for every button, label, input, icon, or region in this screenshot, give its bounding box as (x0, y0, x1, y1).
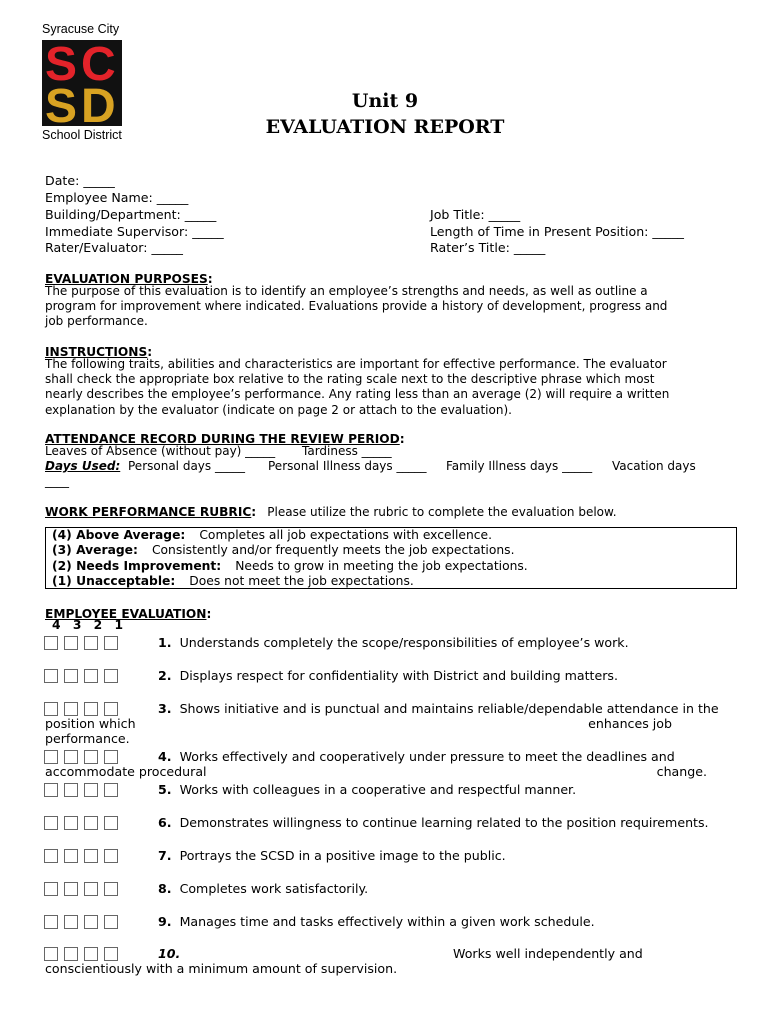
evaluation-heading-wrap: EMPLOYEE EVALUATION: (45, 607, 212, 621)
rubric-heading-wrap: WORK PERFORMANCE RUBRIC: Please utilize the rubric to complete the evaluation below. (45, 505, 617, 519)
rating-checkbox-2[interactable] (84, 947, 98, 961)
rating-checkbox-4[interactable] (44, 849, 58, 863)
rating-checkbox-4[interactable] (44, 783, 58, 797)
rating-checkbox-2[interactable] (84, 636, 98, 650)
evaluation-item (158, 635, 629, 650)
leaves-of-absence-field[interactable]: Leaves of Absence (without pay) _____ (45, 444, 276, 458)
employee-name-field[interactable]: Employee Name: _____ (45, 190, 189, 205)
rating-checkbox-4[interactable] (44, 882, 58, 896)
logo-letter-d: D (81, 80, 116, 126)
rating-checkbox-4[interactable] (44, 750, 58, 764)
rater-evaluator-field[interactable]: Rater/Evaluator: _____ (45, 240, 183, 255)
evaluation-item-text: Completes work satisfactorily. (179, 881, 369, 896)
rating-checkbox-4[interactable] (44, 669, 58, 683)
evaluation-item (158, 848, 506, 863)
evaluation-item-text: Displays respect for confidentiality with District and building matters. (179, 668, 618, 683)
rubric-row (52, 559, 736, 574)
evaluation-item-number: 10. (158, 946, 181, 961)
evaluation-item (158, 881, 368, 896)
instructions-text (45, 357, 745, 418)
report-title: EVALUATION REPORT (265, 116, 505, 138)
evaluation-item (158, 668, 618, 683)
personal-illness-days-field[interactable]: Personal Illness days _____ (268, 459, 427, 473)
instructions-line: explanation by the evaluator (indicate on page 2 or attach to the evaluation). (45, 402, 512, 417)
rating-checkbox-3[interactable] (64, 702, 78, 716)
evaluation-item-text: Portrays the SCSD in a positive image to the public. (179, 848, 506, 863)
rubric-row (52, 574, 736, 589)
rating-checkbox-group (44, 816, 118, 830)
evaluation-heading: EMPLOYEE EVALUATION (45, 607, 207, 621)
rating-checkbox-group (44, 636, 118, 650)
evaluation-item-continuation: position which (45, 716, 136, 731)
family-illness-days-field[interactable]: Family Illness days _____ (446, 459, 593, 473)
rating-checkbox-group (44, 849, 118, 863)
job-title-field[interactable]: Job Title: _____ (430, 207, 521, 222)
evaluation-item-text: Understands completely the scope/responsibilities of employee’s work. (179, 635, 629, 650)
rubric-table (45, 527, 737, 589)
attendance-heading-wrap: ATTENDANCE RECORD DURING THE REVIEW PERIOD: (45, 432, 405, 446)
rubric-key: (3) Average: (52, 543, 138, 558)
evaluation-item (158, 914, 595, 929)
evaluation-item-number: 7. (158, 848, 172, 863)
length-of-time-field[interactable]: Length of Time in Present Position: _____ (430, 224, 684, 239)
rating-checkbox-group (44, 947, 118, 961)
instructions-heading-wrap: INSTRUCTIONS: (45, 345, 153, 359)
rating-checkbox-3[interactable] (64, 669, 78, 683)
evaluation-item-number: 6. (158, 815, 172, 830)
evaluation-item-number: 3. (158, 701, 172, 716)
evaluation-item-number: 8. (158, 881, 172, 896)
rating-checkbox-2[interactable] (84, 849, 98, 863)
vacation-days-label: Vacation days (612, 459, 696, 473)
rating-checkbox-2[interactable] (84, 816, 98, 830)
rubric-key: (2) Needs Improvement: (52, 558, 222, 573)
purposes-line: program for improvement where indicated. Evaluations provide a history of development, progress and (45, 299, 668, 314)
rating-checkbox-2[interactable] (84, 669, 98, 683)
instructions-heading: INSTRUCTIONS (45, 345, 148, 359)
evaluation-item-text: Shows initiative and is punctual and maintains reliable/dependable attendance in the (179, 701, 719, 716)
rating-checkbox-3[interactable] (64, 882, 78, 896)
rating-checkbox-group (44, 702, 118, 716)
rubric-row (52, 528, 736, 543)
rating-checkbox-3[interactable] (64, 816, 78, 830)
rubric-heading: WORK PERFORMANCE RUBRIC (45, 505, 252, 519)
purposes-heading: EVALUATION PURPOSES (45, 272, 208, 286)
evaluation-item (158, 701, 719, 716)
evaluation-item-number: 9. (158, 914, 172, 929)
rating-checkbox-1[interactable] (104, 849, 118, 863)
rating-checkbox-1[interactable] (104, 702, 118, 716)
evaluation-item-continuation-right: enhances job (588, 716, 672, 731)
rating-checkbox-1[interactable] (104, 750, 118, 764)
rating-checkbox-3[interactable] (64, 783, 78, 797)
building-department-field[interactable]: Building/Department: _____ (45, 207, 217, 222)
rubric-desc: Needs to grow in meeting the job expectations. (235, 558, 528, 573)
rubric-row (52, 543, 736, 558)
rating-checkbox-3[interactable] (64, 915, 78, 929)
rating-checkbox-group (44, 882, 118, 896)
rubric-key: (1) Unacceptable: (52, 574, 176, 589)
report-unit: Unit 9 (351, 90, 419, 112)
rating-checkbox-1[interactable] (104, 669, 118, 683)
rating-scale-header: 4 3 2 1 (52, 618, 124, 632)
days-used-label: Days Used: (45, 459, 121, 473)
instructions-line: The following traits, abilities and characteristics are important for effective performance. The evaluator (45, 357, 667, 371)
rating-checkbox-1[interactable] (104, 915, 118, 929)
rating-checkbox-2[interactable] (84, 915, 98, 929)
rating-checkbox-group (44, 915, 118, 929)
evaluation-item-text: Works well independently and (453, 946, 643, 961)
purposes-line: The purpose of this evaluation is to identify an employee’s strengths and needs, as well as outline a (45, 284, 648, 298)
rating-checkbox-4[interactable] (44, 636, 58, 650)
rubric-desc: Consistently and/or frequently meets the job expectations. (151, 543, 515, 558)
rating-checkbox-2[interactable] (84, 783, 98, 797)
instructions-line: shall check the appropriate box relative to the rating scale next to the descriptive phrase which most (45, 372, 655, 387)
raters-title-field[interactable]: Rater’s Title: _____ (430, 240, 546, 255)
evaluation-item (158, 782, 576, 797)
scsd-logo-icon (42, 40, 122, 126)
rating-checkbox-3[interactable] (64, 636, 78, 650)
rating-checkbox-group (44, 783, 118, 797)
district-logo (42, 40, 122, 126)
rating-checkbox-3[interactable] (64, 947, 78, 961)
attendance-heading: ATTENDANCE RECORD DURING THE REVIEW PERIOD (45, 432, 400, 446)
date-field[interactable]: Date: _____ (45, 173, 115, 188)
rubric-desc: Does not meet the job expectations. (189, 574, 414, 589)
instructions-line: nearly describes the employee’s performance. Any rating less than an average (2) will require a written (45, 387, 670, 402)
evaluation-item-number: 1. (158, 635, 172, 650)
evaluation-item-number: 4. (158, 749, 172, 764)
evaluation-item-number: 2. (158, 668, 172, 683)
rating-checkbox-2[interactable] (84, 702, 98, 716)
rating-checkbox-4[interactable] (44, 816, 58, 830)
rubric-desc: Completes all job expectations with excellence. (199, 528, 493, 542)
logo-letter-s2: S (45, 80, 78, 126)
rating-checkbox-4[interactable] (44, 947, 58, 961)
evaluation-item-text: Works with colleagues in a cooperative and respectful manner. (179, 782, 577, 797)
rating-checkbox-group (44, 669, 118, 683)
rating-checkbox-2[interactable] (84, 882, 98, 896)
tardiness-field[interactable]: Tardiness _____ (302, 444, 392, 458)
logo-letter-c: C (81, 40, 116, 91)
evaluation-item-continuation: conscientiously with a minimum amount of supervision. (45, 961, 398, 976)
purposes-line: job performance. (45, 314, 148, 329)
vacation-days-field[interactable]: ____ (45, 474, 69, 488)
evaluation-item-number: 5. (158, 782, 172, 797)
rating-checkbox-2[interactable] (84, 750, 98, 764)
rating-checkbox-3[interactable] (64, 750, 78, 764)
evaluation-item-continuation: accommodate procedural (45, 764, 207, 779)
rubric-note: Please utilize the rubric to complete the evaluation below. (267, 505, 617, 519)
purposes-text (45, 284, 745, 330)
logo-letter-s1: S (45, 40, 78, 91)
rating-checkbox-1[interactable] (104, 947, 118, 961)
rating-checkbox-1[interactable] (104, 816, 118, 830)
evaluation-item-continuation-right: change. (656, 764, 707, 779)
evaluation-item (158, 815, 709, 830)
evaluation-item (158, 946, 643, 961)
logo-top-text: Syracuse City (42, 22, 120, 36)
rating-checkbox-1[interactable] (104, 636, 118, 650)
evaluation-item-text: Demonstrates willingness to continue learning related to the position requirements. (179, 815, 709, 830)
rating-checkbox-group (44, 750, 118, 764)
rating-checkbox-1[interactable] (104, 882, 118, 896)
evaluation-item-text: Manages time and tasks effectively within a given work schedule. (179, 914, 595, 929)
purposes-heading-wrap: EVALUATION PURPOSES: (45, 272, 213, 286)
evaluation-item-continuation-2: performance. (45, 731, 130, 746)
rating-checkbox-4[interactable] (44, 702, 58, 716)
rating-checkbox-1[interactable] (104, 783, 118, 797)
personal-days-field[interactable]: Personal days _____ (128, 459, 245, 473)
evaluation-item (158, 749, 675, 764)
immediate-supervisor-field[interactable]: Immediate Supervisor: _____ (45, 224, 224, 239)
rating-checkbox-4[interactable] (44, 915, 58, 929)
logo-bottom-text: School District (42, 128, 122, 142)
rubric-key: (4) Above Average: (52, 528, 186, 542)
evaluation-item-text: Works effectively and cooperatively under pressure to meet the deadlines and (179, 749, 675, 764)
rating-checkbox-3[interactable] (64, 849, 78, 863)
